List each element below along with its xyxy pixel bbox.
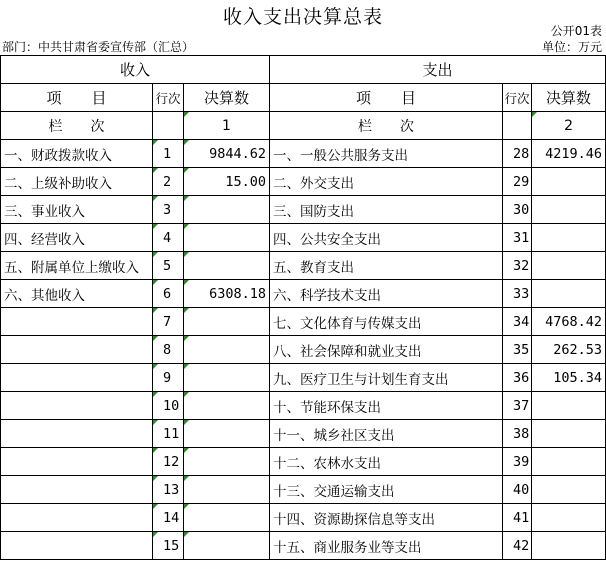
income-seq-cell: 7	[153, 308, 184, 336]
table-row	[1, 140, 606, 168]
expense-item-cell: 二、外交支出	[270, 168, 503, 196]
expense-item-cell: 五、教育支出	[270, 252, 503, 280]
income-item-header: 项 目	[1, 84, 153, 112]
expense-item-cell: 一、一般公共服务支出	[270, 140, 503, 168]
income-amount-cell	[184, 308, 270, 336]
expense-item-cell: 十、节能环保支出	[270, 392, 503, 420]
expense-item-cell: 九、医疗卫生与计划生育支出	[270, 364, 503, 392]
income-amount-cell	[184, 224, 270, 252]
income-item-cell	[1, 336, 153, 364]
table-row	[1, 532, 606, 560]
expense-seq-cell: 30	[503, 196, 532, 224]
income-amount-cell	[184, 532, 270, 560]
expense-amount-cell	[532, 504, 606, 532]
expense-item-cell: 三、国防支出	[270, 196, 503, 224]
income-amount-cell	[184, 336, 270, 364]
expense-seq-cell: 32	[503, 252, 532, 280]
income-amount-cell	[184, 252, 270, 280]
expense-section-header: 支出	[270, 56, 606, 84]
expense-item-cell: 十四、资源勘探信息等支出	[270, 504, 503, 532]
income-seq-cell: 9	[153, 364, 184, 392]
expense-item-header: 项 目	[270, 84, 503, 112]
income-item-cell: 三、事业收入	[1, 196, 153, 224]
income-item-cell	[1, 420, 153, 448]
expense-amount-cell	[532, 224, 606, 252]
expense-item-cell: 十五、商业服务业等支出	[270, 532, 503, 560]
table-row	[1, 252, 606, 280]
income-item-cell	[1, 504, 153, 532]
column-number-row	[1, 112, 606, 140]
section-header-row	[1, 56, 606, 84]
income-amount-cell	[184, 476, 270, 504]
expense-seq-cell: 38	[503, 420, 532, 448]
income-seq-cell: 4	[153, 224, 184, 252]
expense-item-cell: 十一、城乡社区支出	[270, 420, 503, 448]
expense-item-cell: 十三、交通运输支出	[270, 476, 503, 504]
income-section-header: 收入	[1, 56, 270, 84]
income-amount-cell	[184, 504, 270, 532]
table-row	[1, 196, 606, 224]
report-title: 收入支出决算总表	[222, 6, 383, 28]
income-amount-cell: 15.00	[184, 168, 270, 196]
expense-seq-blank	[503, 112, 532, 140]
expense-amount-header: 决算数	[532, 84, 606, 112]
expense-row-label: 栏 次	[270, 112, 503, 140]
income-seq-header: 行次	[153, 84, 184, 112]
income-column-number: 1	[184, 112, 270, 140]
income-seq-cell: 6	[153, 280, 184, 308]
expense-amount-cell: 4219.46	[532, 140, 606, 168]
income-amount-cell	[184, 448, 270, 476]
income-amount-cell	[184, 364, 270, 392]
table-row	[1, 308, 606, 336]
expense-item-cell: 八、社会保障和就业支出	[270, 336, 503, 364]
expense-amount-cell: 105.34	[532, 364, 606, 392]
expense-seq-cell: 28	[503, 140, 532, 168]
expense-seq-cell: 36	[503, 364, 532, 392]
unit-label: 单位：万元	[541, 40, 602, 54]
income-seq-cell: 1	[153, 140, 184, 168]
income-item-cell: 五、附属单位上缴收入	[1, 252, 153, 280]
income-amount-cell: 9844.62	[184, 140, 270, 168]
income-amount-cell: 6308.18	[184, 280, 270, 308]
table-row	[1, 336, 606, 364]
expense-seq-cell: 35	[503, 336, 532, 364]
expense-item-cell: 十二、农林水支出	[270, 448, 503, 476]
expense-item-cell: 六、科学技术支出	[270, 280, 503, 308]
table-row	[1, 364, 606, 392]
income-seq-blank	[153, 112, 184, 140]
table-row	[1, 476, 606, 504]
income-item-cell: 一、财政拨款收入	[1, 140, 153, 168]
expense-amount-cell	[532, 280, 606, 308]
expense-column-number: 2	[532, 112, 606, 140]
income-item-cell	[1, 448, 153, 476]
expense-seq-cell: 40	[503, 476, 532, 504]
income-seq-cell: 14	[153, 504, 184, 532]
income-seq-cell: 8	[153, 336, 184, 364]
income-expense-table	[0, 55, 606, 560]
column-header-row	[1, 84, 606, 112]
expense-seq-header: 行次	[503, 84, 532, 112]
income-amount-cell	[184, 196, 270, 224]
expense-seq-cell: 31	[503, 224, 532, 252]
expense-seq-cell: 29	[503, 168, 532, 196]
expense-amount-cell	[532, 532, 606, 560]
income-seq-cell: 2	[153, 168, 184, 196]
income-item-cell: 四、经营收入	[1, 224, 153, 252]
income-seq-cell: 11	[153, 420, 184, 448]
table-row	[1, 448, 606, 476]
expense-seq-cell: 37	[503, 392, 532, 420]
expense-amount-cell	[532, 448, 606, 476]
expense-amount-cell	[532, 196, 606, 224]
income-item-cell	[1, 392, 153, 420]
expense-seq-cell: 33	[503, 280, 532, 308]
department-label: 部门：中共甘肃省委宣传部（汇总）	[2, 40, 195, 54]
income-seq-cell: 3	[153, 196, 184, 224]
income-seq-cell: 13	[153, 476, 184, 504]
income-seq-cell: 10	[153, 392, 184, 420]
expense-amount-cell	[532, 476, 606, 504]
income-amount-header: 决算数	[184, 84, 270, 112]
expense-amount-cell	[532, 252, 606, 280]
expense-amount-cell: 262.53	[532, 336, 606, 364]
table-row	[1, 280, 606, 308]
expense-amount-cell	[532, 420, 606, 448]
expense-amount-cell	[532, 392, 606, 420]
table-row	[1, 420, 606, 448]
income-seq-cell: 12	[153, 448, 184, 476]
form-code: 公开01表	[550, 24, 602, 38]
table-row	[1, 504, 606, 532]
income-seq-cell: 15	[153, 532, 184, 560]
expense-amount-cell	[532, 168, 606, 196]
income-item-cell	[1, 364, 153, 392]
expense-item-cell: 四、公共安全支出	[270, 224, 503, 252]
income-seq-cell: 5	[153, 252, 184, 280]
expense-seq-cell: 41	[503, 504, 532, 532]
income-amount-cell	[184, 420, 270, 448]
table-row	[1, 392, 606, 420]
income-item-cell	[1, 476, 153, 504]
expense-item-cell: 七、文化体育与传媒支出	[270, 308, 503, 336]
table-row	[1, 168, 606, 196]
income-amount-cell	[184, 392, 270, 420]
income-item-cell: 六、其他收入	[1, 280, 153, 308]
expense-seq-cell: 42	[503, 532, 532, 560]
income-row-label: 栏 次	[1, 112, 153, 140]
income-item-cell	[1, 308, 153, 336]
expense-seq-cell: 34	[503, 308, 532, 336]
income-item-cell: 二、上级补助收入	[1, 168, 153, 196]
table-row	[1, 224, 606, 252]
expense-seq-cell: 39	[503, 448, 532, 476]
income-item-cell	[1, 532, 153, 560]
expense-amount-cell: 4768.42	[532, 308, 606, 336]
